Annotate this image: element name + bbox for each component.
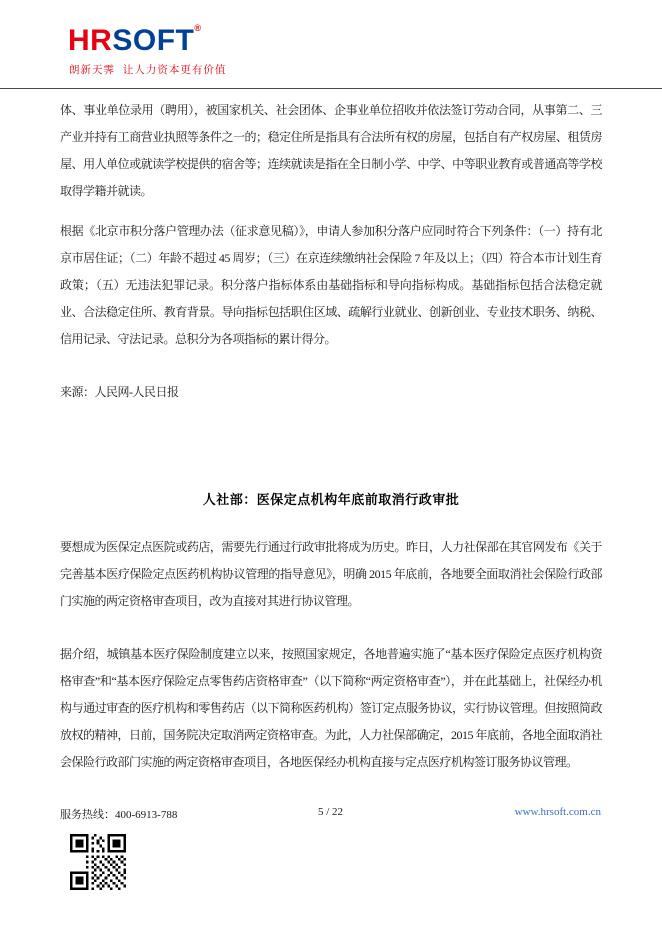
qr-code — [70, 834, 126, 890]
document-body — [60, 89, 602, 776]
article-title: 人社部：医保定点机构年底前取消行政审批 — [202, 492, 460, 507]
paragraph-medical-insurance-detail: 据介绍，城镇基本医疗保险制度建立以来，按照国家规定，各地普遍实施了“基本医疗保险定点医疗机构资格审查”和“基本医疗保险定点零售药店资格审查”（以下简称“两定资格审查”），并在此基础上，社保经办机构与通过审查的医疗机构和零售药店（以下简称医药机构）签订定点服务协议，实行协议管理。但按照简政放权的精神，日前，国务院决定取消两定资格审查。为此，人力社保部确定，2015 年底前，各地全面取消社会保险行政部门实施的两定资格审查项目，各地医保经办机构直接与定点医疗机构签订服务协议管理。 — [60, 647, 603, 769]
page-header — [0, 0, 662, 89]
website-link[interactable]: www.hrsoft.com.cn — [514, 806, 601, 818]
page-footer — [60, 806, 601, 826]
paragraph-employment-residence: 体、事业单位录用（聘用），被国家机关、社会团体、企事业单位招收并依法签订劳动合同，从事第二、三产业并持有工商营业执照等条件之一的；稳定住所是指具有合法所有权的房屋，包括自有产权房屋、租赁房屋、用人单位或就读学校提供的宿舍等；连续就读是指在全日制小学、中学、中等职业教育或普通高等学校取得学籍并就读。 — [60, 103, 602, 198]
logo-text-soft: SOFT — [112, 24, 195, 57]
registered-trademark-mark: ® — [194, 23, 202, 33]
paragraph-points-settlement-policy: 根据《北京市积分落户管理办法（征求意见稿）》，申请人参加积分落户应同时符合下列条件：（一）持有北京市居住证；（二）年龄不超过 45 周岁；（三）在京连续缴纳社会保险 7 年及以上；（四）符合本市计划生育政策；（五）无违法犯罪记录。积分落户指标体系由基础指标和导向指标构成。基础指标包括合法稳定就业、合法稳定住所、教育背景。导向指标包括职住区域、疏解行业就业、创新创业、专业技术职务、纳税、信用记录、守法记录。总积分为各项指标的累计得分。 — [60, 224, 602, 346]
logo-text-hr: HR — [68, 24, 113, 57]
page-number: 5 / 22 — [317, 806, 344, 818]
service-hotline: 服务热线：400-6913-788 — [60, 809, 178, 821]
source-line: 来源：人民网-人民日报 — [60, 385, 179, 399]
hrsoft-logo — [68, 23, 202, 57]
logo-tagline: 朗新天霁 让人力资本更有价值 — [69, 64, 227, 76]
qr-code-image — [70, 834, 126, 890]
paragraph-medical-insurance-intro: 要想成为医保定点医院或药店，需要先行通过行政审批将成为历史。昨日，人力社保部在其官网发布《关于完善基本医疗保险定点医药机构协议管理的指导意见》，明确 2015 年底前，各地要全面取消社会保险行政部门实施的两定资格审查项目，改为直接对其进行协议管理。 — [60, 540, 602, 608]
